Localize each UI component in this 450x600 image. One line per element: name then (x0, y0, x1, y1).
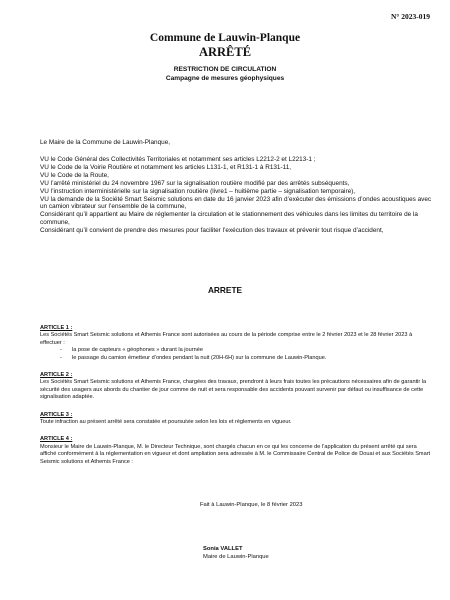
consideration-item: VU le Code de la Route, (40, 171, 109, 179)
consideration-item: VU la demande de la Société Smart Seismic solutions en date du 16 janvier 2023 afin d’exécuter des émissions d’ondes acoustiques avec un camion vibrateur sur l’ensemble de la commune, (40, 195, 432, 211)
considerations-block (40, 156, 432, 235)
article-title: ARTICLE 2 : (40, 372, 73, 379)
consideration-item: Considérant qu’il convient de prendre des mesures pour faciliter l’exécution des travaux et prévenir tout risque d’accident, (40, 227, 384, 235)
article-text: Les Sociétés Smart Seismic solutions et Athemis France, chargées des travaux, prendront à leurs frais toutes les précautions nécessaires afin de garantir la sécurité des usagers aux abords du chantier de jour comme de nuit et sera responsable des accidents pouvant survenir par défaut ou insuffisance de cette signalisation adaptée. (40, 379, 427, 401)
article-bullets (40, 347, 432, 362)
document-title: ARRÊTÉ (198, 45, 252, 59)
document-header (0, 32, 450, 83)
article-text: Toute infraction au présent arrêté sera constatée et poursuivie selon les lois et règlements en vigueur. (40, 419, 292, 426)
signatory-name: Sonia VALLET (203, 546, 243, 552)
consideration-item: Considérant qu’il appartient au Maire de réglementer la circulation et le stationnement des véhicules dans les limites du territoire de la commune, (40, 211, 418, 227)
article-3 (40, 412, 432, 427)
article-title: ARTICLE 3 : (40, 411, 73, 418)
commune-name: Commune de Lauwin-Planque (149, 32, 301, 44)
article-title: ARTICLE 1 : (40, 325, 73, 331)
bullet-item: - le passage du camion émetteur d’ondes pendant la nuit (20H-6H) sur la commune de Lauwin-Planque. (72, 355, 432, 362)
signature-block (203, 546, 269, 561)
consideration-item: VU l’instruction interministérielle sur la signalisation routière (livre1 – huitième partie – signalisation temporaire), (40, 187, 356, 195)
article-text: Les Sociétés Smart Seismic solutions et Athemis France sont autorisées au cours de la période comprise entre le 2 février 2023 et le 28 février 2023 à effectuer : (40, 332, 413, 346)
article-2 (40, 372, 432, 402)
signature-place-date: Fait à Lauwin-Planque, le 8 février 2023 (200, 502, 303, 508)
bullet-item: - la pose de capteurs « géophones » durant la journée (72, 347, 432, 354)
consideration-item: VU le Code de la Voirie Routière et notamment les articles L131-1, et R131-1 à R131-11, (40, 163, 292, 171)
section-title: ARRETE (207, 285, 243, 295)
consideration-item: VU l’arrêté ministériel du 24 novembre 1967 sur la signalisation routière modifié par des arrêtés subséquents, (40, 179, 350, 187)
article-text: Monsieur le Maire de Lauwin-Planque, M. le Directeur Technique, sont chargés chacun en ce qui les concerne de l’application du présent arrêté qui sera affiché conformément à la réglementation en vigueur et dont ampliation sera adressée à M. le Commissaire Central de Police de Douai et aux Sociétés Smart Seismic solutions et Athemis France : (40, 443, 431, 465)
subtitle-line-1: RESTRICTION DE CIRCULATION (173, 66, 277, 73)
article-title: ARTICLE 4 : (40, 436, 73, 443)
document-subtitle (0, 65, 450, 83)
articles-block (40, 325, 432, 476)
article-1 (40, 325, 432, 362)
article-4 (40, 436, 432, 466)
subtitle-line-2: Campagne de mesures géophysiques (165, 75, 285, 82)
signatory-role: Maire de Lauwin-Planque (203, 553, 269, 560)
consideration-item: VU le Code Général des Collectivités Territoriales et notamment ses articles L2212-2 et L2213-1 ; (40, 156, 316, 163)
document-reference: N° 2023-019 (390, 12, 430, 21)
intro-line: Le Maire de la Commune de Lauwin-Planque, (40, 139, 171, 146)
